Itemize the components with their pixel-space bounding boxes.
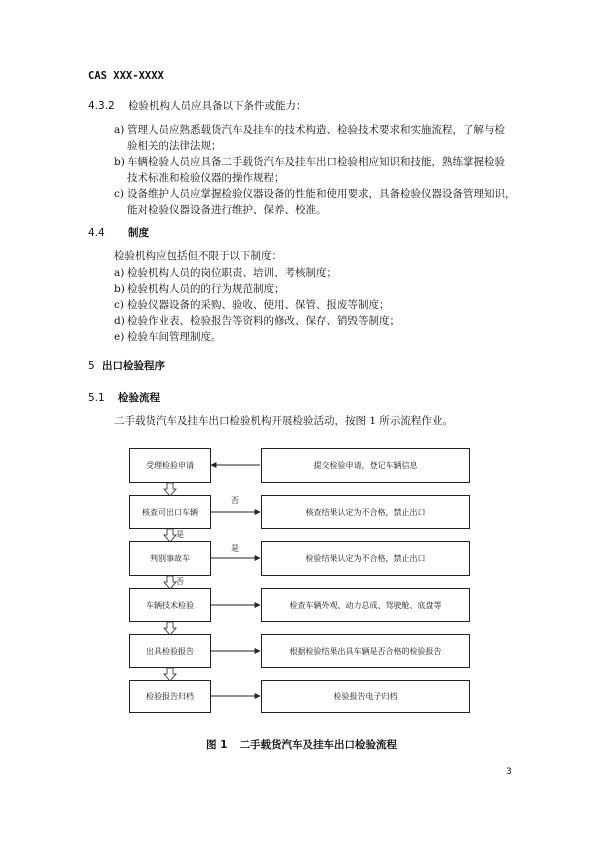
list-item: a) 检验机构人员的岗位职责、培训、考核制度；	[114, 267, 337, 279]
list-item: e) 检验车间管理制度。	[114, 331, 222, 343]
section-title: 检验流程	[118, 392, 160, 404]
flow-step-accept: 受理检验申请	[129, 448, 211, 483]
flow-desc-archive: 检验报告电子归档	[261, 680, 470, 713]
section-number: 5.1	[88, 392, 105, 404]
figure-title: 二手载货汽车及挂车出口检验流程	[239, 739, 397, 751]
section-number: 4.3.2	[88, 100, 115, 112]
flow-step-archive: 检验报告归档	[129, 680, 211, 713]
label-no: 否	[231, 496, 239, 505]
list-item-continuation: 验相关的法律法规；	[127, 140, 222, 152]
list-item: c) 检验仪器设备的采购、验收、使用、保管、报废等制度；	[114, 299, 390, 311]
list-item: a) 管理人员应熟悉载货汽车及挂车的技术构造、检验技术要求和实施流程，了解与检	[114, 124, 505, 136]
flow-step-report: 出具检验报告	[129, 634, 211, 668]
section-4-4-heading	[88, 225, 149, 240]
section-number: 4.4	[88, 227, 105, 239]
list-item: d) 检验作业表、检验报告等资料的修改、保存、销毁等制度；	[114, 315, 400, 327]
flowchart	[124, 440, 474, 720]
section-4-3-2	[88, 98, 307, 113]
paragraph: 检验机构应包括但不限于以下制度：	[114, 250, 282, 262]
section-5-heading	[88, 358, 165, 373]
label-no: 否	[176, 577, 184, 586]
list-item-continuation: 能对检验仪器设备进行维护、保养、校准。	[127, 204, 327, 216]
section-title: 出口检验程序	[102, 360, 165, 372]
flow-desc-submit: 提交检验申请，登记车辆信息	[261, 448, 470, 483]
flow-desc-reject-verify: 核查结果认定为不合格，禁止出口	[261, 495, 470, 529]
list-item: c) 设备维护人员应掌握检验仪器设备的性能和使用要求，具备检验仪器设备管理知识，	[114, 188, 516, 200]
figure-caption	[206, 737, 397, 752]
section-text: 检验机构人员应具备以下条件或能力：	[128, 100, 307, 112]
figure-number: 图 1	[206, 739, 228, 751]
flow-desc-reject-accident: 检验结果认定为不合格，禁止出口	[261, 541, 470, 576]
section-title: 制度	[128, 227, 149, 239]
document-code: CAS XXX-XXXX	[88, 70, 164, 82]
label-yes: 是	[231, 544, 239, 553]
list-item: b) 检验机构人员的的行为规范制度；	[114, 283, 285, 295]
section-5-1-heading	[88, 390, 160, 405]
flow-step-inspection: 车辆技术检验	[129, 588, 211, 622]
list-item-continuation: 技术标准和检验仪器的操作规程；	[127, 172, 285, 184]
label-yes: 是	[176, 530, 184, 539]
flow-desc-report: 根据检验结果出具车辆是否合格的检验报告	[261, 634, 470, 668]
flow-desc-check-items: 检查车辆外观、动力总成、驾驶舱、底盘等	[261, 588, 470, 622]
list-item: b) 车辆检验人员应具备二手载货汽车及挂车出口检验相应知识和技能，熟练掌握检验	[114, 156, 505, 168]
page-number: 3	[506, 767, 512, 777]
flow-step-verify: 核查可出口车辆	[129, 495, 211, 529]
paragraph: 二手载货汽车及挂车出口检验机构开展检验活动，按图 1 所示流程作业。	[114, 415, 453, 427]
section-number: 5	[88, 360, 95, 372]
flow-step-accident: 判别事故车	[129, 541, 211, 576]
